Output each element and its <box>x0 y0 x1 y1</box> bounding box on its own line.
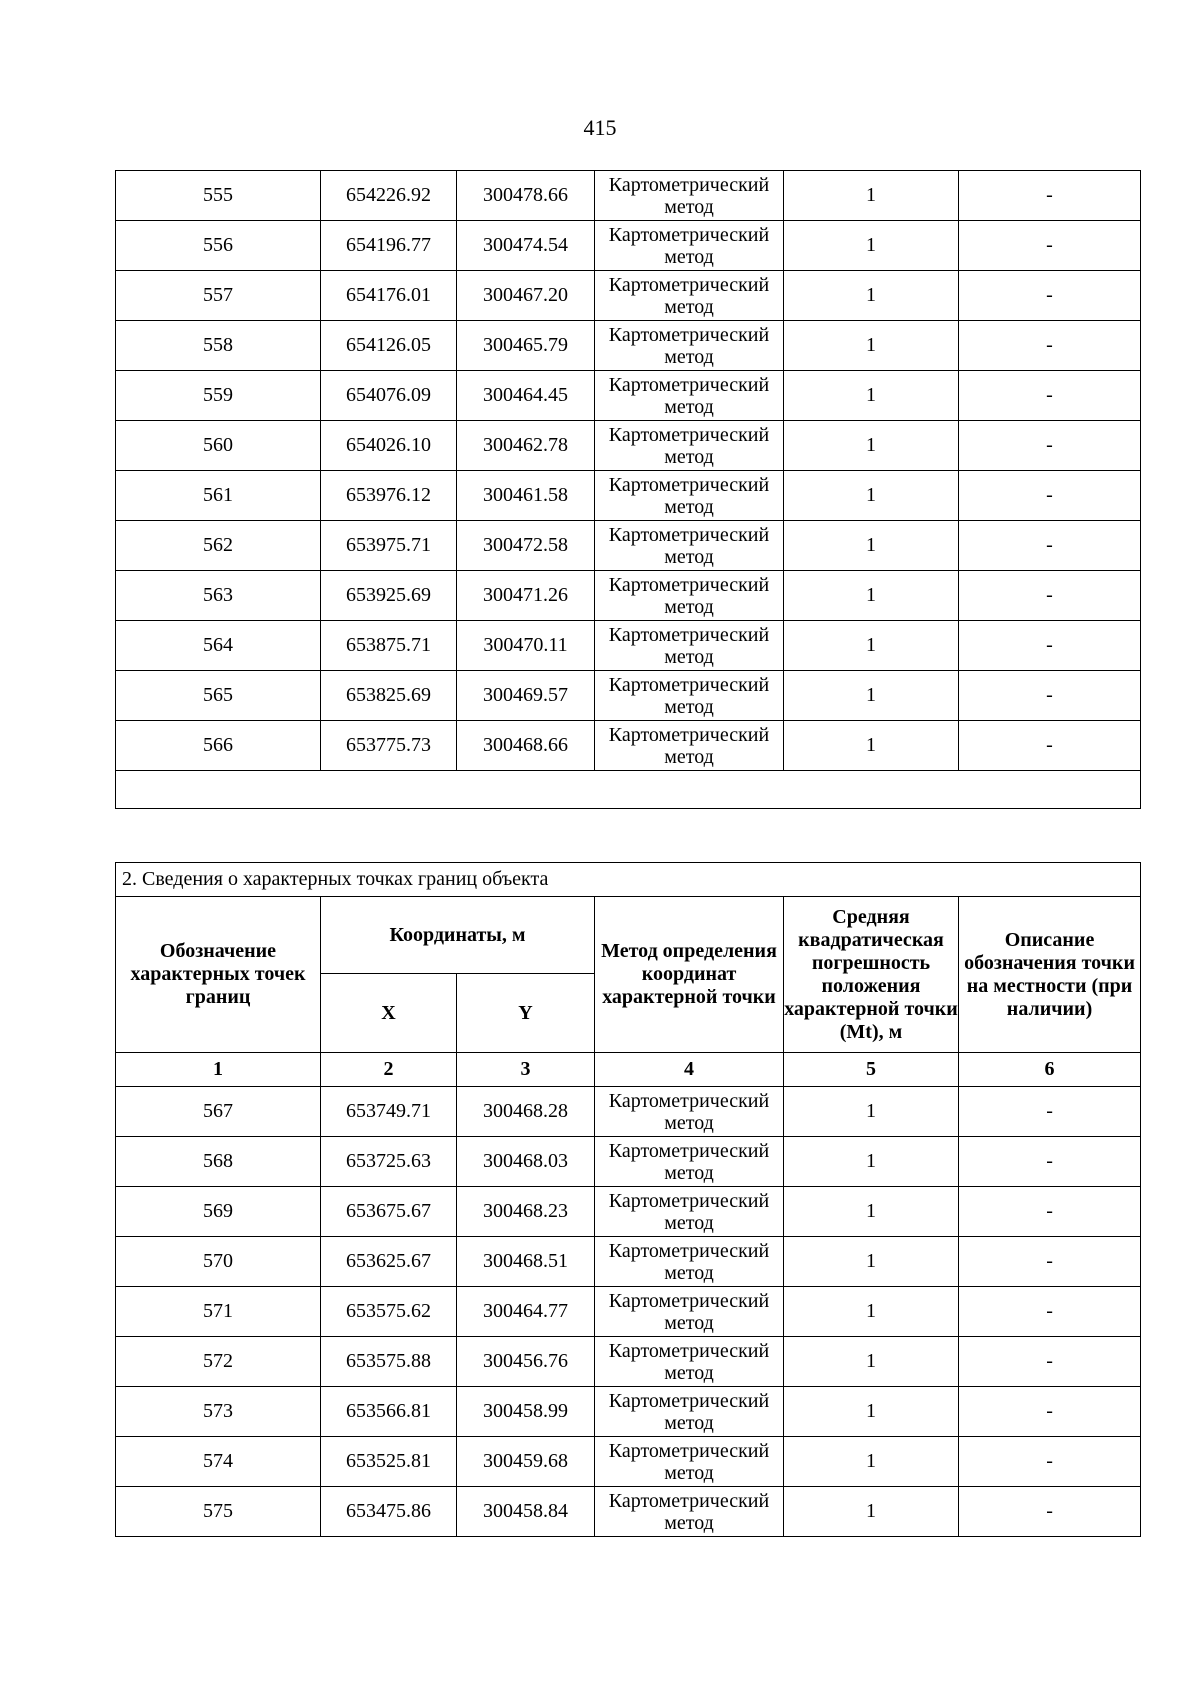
x-coordinate-cell: 653566.81 <box>321 1387 457 1437</box>
y-coordinate-cell: 300459.68 <box>457 1437 595 1487</box>
point-id-cell: 565 <box>116 671 321 721</box>
method-cell <box>595 321 784 371</box>
point-id-cell: 559 <box>116 371 321 421</box>
method-cell <box>595 271 784 321</box>
method-line-1: Картометрический <box>608 273 770 296</box>
mt-cell: 1 <box>784 1237 959 1287</box>
header-method: Метод определения координат характерной точки <box>595 897 784 1053</box>
mt-cell: 1 <box>784 1187 959 1237</box>
boundary-points-table <box>115 862 1141 1537</box>
method-line-1: Картометрический <box>608 473 770 496</box>
y-coordinate-cell: 300468.51 <box>457 1237 595 1287</box>
table-row <box>116 1137 1141 1187</box>
table-row <box>116 1237 1141 1287</box>
description-cell: - <box>959 571 1141 621</box>
method-cell <box>595 1087 784 1137</box>
method-cell <box>595 1237 784 1287</box>
description-cell: - <box>959 371 1141 421</box>
point-id-cell: 566 <box>116 721 321 771</box>
mt-cell: 1 <box>784 471 959 521</box>
description-cell: - <box>959 1487 1141 1537</box>
method-line-1: Картометрический <box>608 373 770 396</box>
description-cell: - <box>959 1437 1141 1487</box>
method-line-2: метод <box>664 1411 714 1434</box>
y-coordinate-cell: 300474.54 <box>457 221 595 271</box>
method-line-2: метод <box>664 695 714 718</box>
table-row <box>116 321 1141 371</box>
point-id-cell: 563 <box>116 571 321 621</box>
method-cell <box>595 571 784 621</box>
method-line-2: метод <box>664 645 714 668</box>
table-row <box>116 521 1141 571</box>
x-coordinate-cell: 653675.67 <box>321 1187 457 1237</box>
header-description: Описание обозначения точки на местности (при наличии) <box>959 897 1141 1053</box>
method-line-2: метод <box>664 1361 714 1384</box>
point-id-cell: 557 <box>116 271 321 321</box>
method-line-1: Картометрический <box>608 673 770 696</box>
table-2-body <box>116 1087 1141 1537</box>
column-number: 4 <box>595 1053 784 1087</box>
method-line-2: метод <box>664 1161 714 1184</box>
description-cell: - <box>959 221 1141 271</box>
point-id-cell: 570 <box>116 1237 321 1287</box>
method-cell <box>595 671 784 721</box>
x-coordinate-cell: 653575.88 <box>321 1337 457 1387</box>
y-coordinate-cell: 300456.76 <box>457 1337 595 1387</box>
method-line-1: Картометрический <box>608 1389 770 1412</box>
description-cell: - <box>959 1237 1141 1287</box>
header-designation: Обозначение характерных точек границ <box>116 897 321 1053</box>
table-row <box>116 371 1141 421</box>
method-cell <box>595 1487 784 1537</box>
method-line-1: Картометрический <box>608 573 770 596</box>
method-line-1: Картометрический <box>608 173 770 196</box>
x-coordinate-cell: 653625.67 <box>321 1237 457 1287</box>
table-row <box>116 1337 1141 1387</box>
table-row <box>116 1487 1141 1537</box>
point-id-cell: 564 <box>116 621 321 671</box>
y-coordinate-cell: 300468.28 <box>457 1087 595 1137</box>
mt-cell: 1 <box>784 671 959 721</box>
table-1-body <box>116 171 1141 809</box>
method-line-2: метод <box>664 1211 714 1234</box>
description-cell: - <box>959 471 1141 521</box>
x-coordinate-cell: 653575.62 <box>321 1287 457 1337</box>
point-id-cell: 569 <box>116 1187 321 1237</box>
description-cell: - <box>959 271 1141 321</box>
table-row <box>116 621 1141 671</box>
table-row <box>116 471 1141 521</box>
mt-cell: 1 <box>784 1287 959 1337</box>
method-line-1: Картометрический <box>608 323 770 346</box>
mt-cell: 1 <box>784 621 959 671</box>
method-line-2: метод <box>664 1461 714 1484</box>
x-coordinate-cell: 654126.05 <box>321 321 457 371</box>
method-cell <box>595 421 784 471</box>
method-cell <box>595 1387 784 1437</box>
y-coordinate-cell: 300472.58 <box>457 521 595 571</box>
method-cell <box>595 1437 784 1487</box>
mt-cell: 1 <box>784 1137 959 1187</box>
empty-cell <box>116 771 1141 809</box>
mt-cell: 1 <box>784 571 959 621</box>
method-line-1: Картометрический <box>608 523 770 546</box>
method-cell <box>595 721 784 771</box>
x-coordinate-cell: 653725.63 <box>321 1137 457 1187</box>
point-id-cell: 558 <box>116 321 321 371</box>
x-coordinate-cell: 654196.77 <box>321 221 457 271</box>
mt-cell: 1 <box>784 421 959 471</box>
table-row <box>116 1437 1141 1487</box>
method-line-2: метод <box>664 195 714 218</box>
x-coordinate-cell: 654076.09 <box>321 371 457 421</box>
point-id-cell: 555 <box>116 171 321 221</box>
method-line-2: метод <box>664 1511 714 1534</box>
method-cell <box>595 221 784 271</box>
coordinates-table-continued <box>115 170 1141 809</box>
method-line-1: Картометрический <box>608 1089 770 1112</box>
mt-cell: 1 <box>784 721 959 771</box>
method-line-2: метод <box>664 545 714 568</box>
point-id-cell: 568 <box>116 1137 321 1187</box>
method-line-2: метод <box>664 245 714 268</box>
y-coordinate-cell: 300468.23 <box>457 1187 595 1237</box>
table-row <box>116 571 1141 621</box>
method-line-1: Картометрический <box>608 623 770 646</box>
method-line-1: Картометрический <box>608 1289 770 1312</box>
y-coordinate-cell: 300464.77 <box>457 1287 595 1337</box>
y-coordinate-cell: 300461.58 <box>457 471 595 521</box>
header-error: Средняя квадратическая погрешность положения характерной точки (Mt), м <box>784 897 959 1053</box>
method-line-2: метод <box>664 1111 714 1134</box>
description-cell: - <box>959 621 1141 671</box>
method-cell <box>595 621 784 671</box>
column-number: 6 <box>959 1053 1141 1087</box>
mt-cell: 1 <box>784 1487 959 1537</box>
point-id-cell: 571 <box>116 1287 321 1337</box>
method-line-1: Картометрический <box>608 1489 770 1512</box>
method-line-2: метод <box>664 345 714 368</box>
method-line-1: Картометрический <box>608 1339 770 1362</box>
method-cell <box>595 1287 784 1337</box>
description-cell: - <box>959 321 1141 371</box>
method-cell <box>595 471 784 521</box>
column-number: 2 <box>321 1053 457 1087</box>
x-coordinate-cell: 653775.73 <box>321 721 457 771</box>
table-caption: 2. Сведения о характерных точках границ объекта <box>116 863 1141 897</box>
y-coordinate-cell: 300467.20 <box>457 271 595 321</box>
header-coordinates: Координаты, м <box>321 897 595 974</box>
header-x: X <box>321 974 457 1053</box>
method-line-2: метод <box>664 395 714 418</box>
description-cell: - <box>959 721 1141 771</box>
description-cell: - <box>959 521 1141 571</box>
point-id-cell: 567 <box>116 1087 321 1137</box>
y-coordinate-cell: 300469.57 <box>457 671 595 721</box>
mt-cell: 1 <box>784 271 959 321</box>
table-row <box>116 1387 1141 1437</box>
point-id-cell: 572 <box>116 1337 321 1387</box>
method-cell <box>595 521 784 571</box>
column-number: 1 <box>116 1053 321 1087</box>
x-coordinate-cell: 653749.71 <box>321 1087 457 1137</box>
x-coordinate-cell: 653975.71 <box>321 521 457 571</box>
y-coordinate-cell: 300470.11 <box>457 621 595 671</box>
method-line-1: Картометрический <box>608 1139 770 1162</box>
mt-cell: 1 <box>784 1337 959 1387</box>
method-cell <box>595 1187 784 1237</box>
method-line-1: Картометрический <box>608 723 770 746</box>
description-cell: - <box>959 1137 1141 1187</box>
method-line-1: Картометрический <box>608 423 770 446</box>
method-line-2: метод <box>664 745 714 768</box>
description-cell: - <box>959 1287 1141 1337</box>
y-coordinate-cell: 300468.66 <box>457 721 595 771</box>
mt-cell: 1 <box>784 521 959 571</box>
description-cell: - <box>959 1087 1141 1137</box>
y-coordinate-cell: 300465.79 <box>457 321 595 371</box>
x-coordinate-cell: 654176.01 <box>321 271 457 321</box>
table-row <box>116 1287 1141 1337</box>
table-row <box>116 1087 1141 1137</box>
y-coordinate-cell: 300458.99 <box>457 1387 595 1437</box>
table-row <box>116 421 1141 471</box>
y-coordinate-cell: 300464.45 <box>457 371 595 421</box>
x-coordinate-cell: 654026.10 <box>321 421 457 471</box>
table-row <box>116 271 1141 321</box>
method-line-2: метод <box>664 1311 714 1334</box>
mt-cell: 1 <box>784 1437 959 1487</box>
table-row <box>116 721 1141 771</box>
method-line-2: метод <box>664 295 714 318</box>
x-coordinate-cell: 653925.69 <box>321 571 457 621</box>
description-cell: - <box>959 671 1141 721</box>
point-id-cell: 575 <box>116 1487 321 1537</box>
x-coordinate-cell: 654226.92 <box>321 171 457 221</box>
x-coordinate-cell: 653825.69 <box>321 671 457 721</box>
y-coordinate-cell: 300471.26 <box>457 571 595 621</box>
x-coordinate-cell: 653525.81 <box>321 1437 457 1487</box>
y-coordinate-cell: 300462.78 <box>457 421 595 471</box>
method-line-2: метод <box>664 495 714 518</box>
mt-cell: 1 <box>784 1387 959 1437</box>
method-cell <box>595 171 784 221</box>
mt-cell: 1 <box>784 321 959 371</box>
table-row <box>116 171 1141 221</box>
point-id-cell: 573 <box>116 1387 321 1437</box>
table-row <box>116 671 1141 721</box>
mt-cell: 1 <box>784 171 959 221</box>
point-id-cell: 574 <box>116 1437 321 1487</box>
method-line-1: Картометрический <box>608 1439 770 1462</box>
method-line-1: Картометрический <box>608 223 770 246</box>
y-coordinate-cell: 300478.66 <box>457 171 595 221</box>
x-coordinate-cell: 653976.12 <box>321 471 457 521</box>
description-cell: - <box>959 1387 1141 1437</box>
page-number: 415 <box>583 115 617 140</box>
x-coordinate-cell: 653875.71 <box>321 621 457 671</box>
description-cell: - <box>959 171 1141 221</box>
x-coordinate-cell: 653475.86 <box>321 1487 457 1537</box>
method-cell <box>595 1337 784 1387</box>
method-line-2: метод <box>664 595 714 618</box>
y-coordinate-cell: 300468.03 <box>457 1137 595 1187</box>
point-id-cell: 562 <box>116 521 321 571</box>
method-line-1: Картометрический <box>608 1189 770 1212</box>
mt-cell: 1 <box>784 221 959 271</box>
mt-cell: 1 <box>784 1087 959 1137</box>
point-id-cell: 556 <box>116 221 321 271</box>
column-number: 5 <box>784 1053 959 1087</box>
column-number: 3 <box>457 1053 595 1087</box>
y-coordinate-cell: 300458.84 <box>457 1487 595 1537</box>
table-row <box>116 221 1141 271</box>
description-cell: - <box>959 1337 1141 1387</box>
method-line-1: Картометрический <box>608 1239 770 1262</box>
point-id-cell: 560 <box>116 421 321 471</box>
point-id-cell: 561 <box>116 471 321 521</box>
method-cell <box>595 371 784 421</box>
description-cell: - <box>959 1187 1141 1237</box>
mt-cell: 1 <box>784 371 959 421</box>
empty-row <box>116 771 1141 809</box>
header-y: Y <box>457 974 595 1053</box>
method-line-2: метод <box>664 1261 714 1284</box>
description-cell: - <box>959 421 1141 471</box>
table-row <box>116 1187 1141 1237</box>
method-cell <box>595 1137 784 1187</box>
method-line-2: метод <box>664 445 714 468</box>
